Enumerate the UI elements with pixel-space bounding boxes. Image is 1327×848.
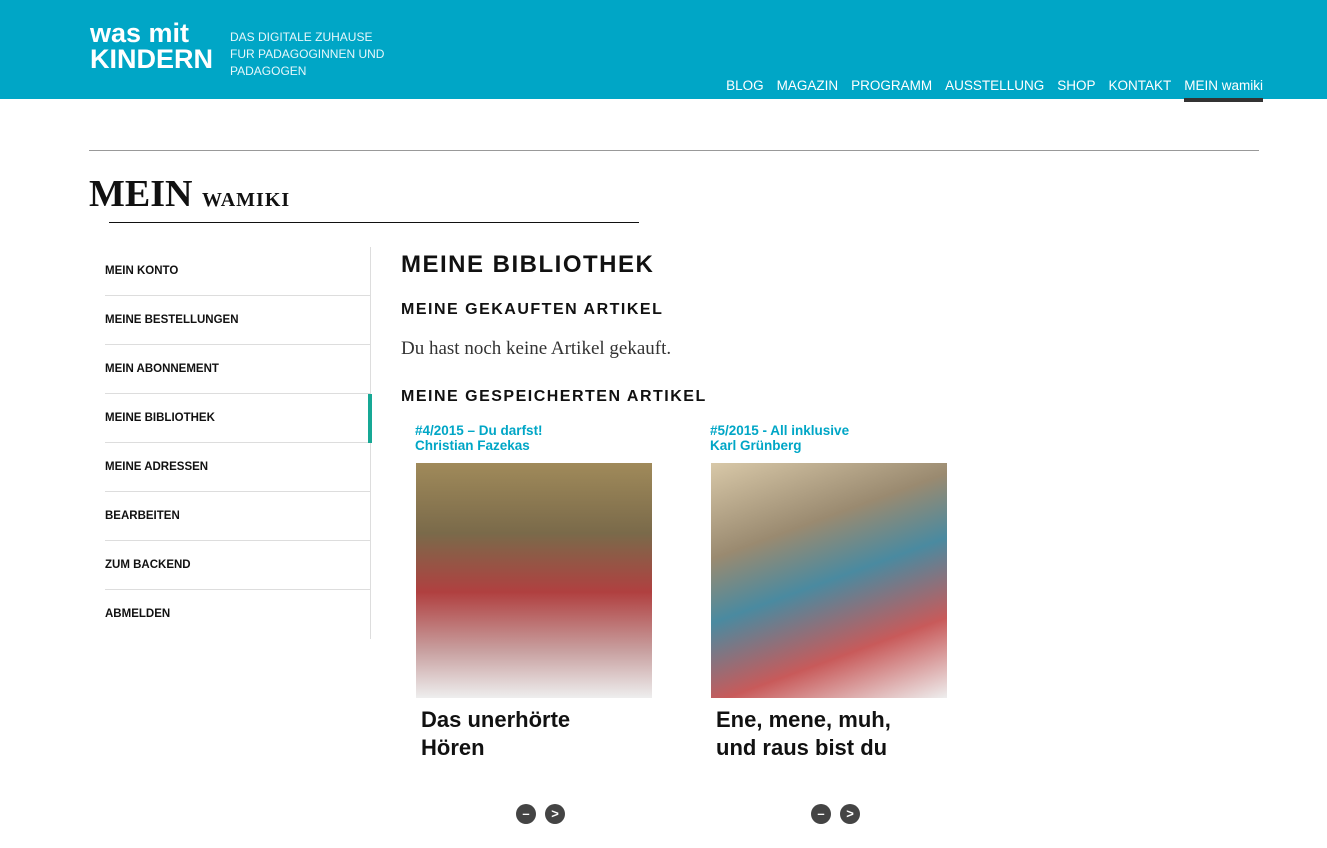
sidebar-item-backend[interactable]: ZUM BACKEND [105,541,370,590]
saved-heading: MEINE GESPEICHERTEN ARTIKEL [401,388,707,405]
bought-empty-message: Du hast noch keine Artikel gekauft. [401,338,672,359]
remove-icon[interactable]: – [811,804,831,824]
bought-heading: MEINE GEKAUFTEN ARTIKEL [401,301,664,318]
article-issue: #5/2015 - All inklusive [710,423,850,438]
sidebar-item-bearbeiten[interactable]: BEARBEITEN [105,492,370,541]
article-controls [516,804,565,824]
article-controls [811,804,860,824]
sidebar-item-adressen[interactable]: MEINE ADRESSEN [105,443,370,492]
site-header [0,0,1327,99]
logo[interactable] [90,20,213,72]
nav-ausstellung[interactable]: AUSSTELLUNG [945,78,1045,93]
logo-line-1: was mit [90,18,190,48]
article-meta[interactable] [710,423,936,453]
sidebar-item-abmelden[interactable]: ABMELDEN [105,608,171,620]
divider [89,150,1259,151]
article-issue: #4/2015 – Du darfst! [415,423,543,438]
main-nav [726,78,1263,102]
sidebar-item-bestellungen[interactable]: MEINE BESTELLUNGEN [105,296,370,345]
nav-programm[interactable]: PROGRAMM [851,78,933,93]
title-line: Hören [421,735,485,760]
open-arrow-icon[interactable]: > [840,804,860,824]
account-sidebar [105,247,371,639]
nav-magazin[interactable]: MAGAZIN [776,78,839,93]
page-title [89,172,290,216]
section-heading: MEINE BIBLIOTHEK [401,251,655,278]
nav-shop[interactable]: SHOP [1057,78,1096,93]
article-meta[interactable] [415,423,641,453]
title-part: MEIN [89,173,193,215]
tagline: DAS DIGITALE ZUHAUSE FUR PADAGOGINNEN UND PADAGOGEN [230,30,385,78]
article-title[interactable] [716,706,936,762]
title-line: Ene, mene, muh, [716,707,891,732]
title-line: und raus bist du [716,735,888,760]
nav-mein-wamiki[interactable]: MEIN wamiki [1184,78,1263,102]
sidebar-item-abonnement[interactable]: MEIN ABONNEMENT [105,345,370,394]
title-part: wamiki [201,182,291,213]
remove-icon[interactable]: – [516,804,536,824]
saved-article-card[interactable] [696,423,936,762]
logo-line-2: KINDERN [90,44,214,74]
nav-kontakt[interactable]: KONTAKT [1108,78,1172,93]
open-arrow-icon[interactable]: > [545,804,565,824]
title-line: Das unerhörte [421,707,571,732]
article-title[interactable] [421,706,641,762]
title-underline [109,222,639,223]
sidebar-item-konto[interactable]: MEIN KONTO [105,247,370,296]
article-author: Karl Grünberg [710,438,802,453]
article-author: Christian Fazekas [415,438,530,453]
saved-article-card[interactable] [401,423,641,762]
article-image[interactable] [711,463,947,698]
sidebar-item-bibliothek[interactable]: MEINE BIBLIOTHEK [105,394,370,443]
nav-blog[interactable]: BLOG [726,78,764,93]
article-image[interactable] [416,463,652,698]
